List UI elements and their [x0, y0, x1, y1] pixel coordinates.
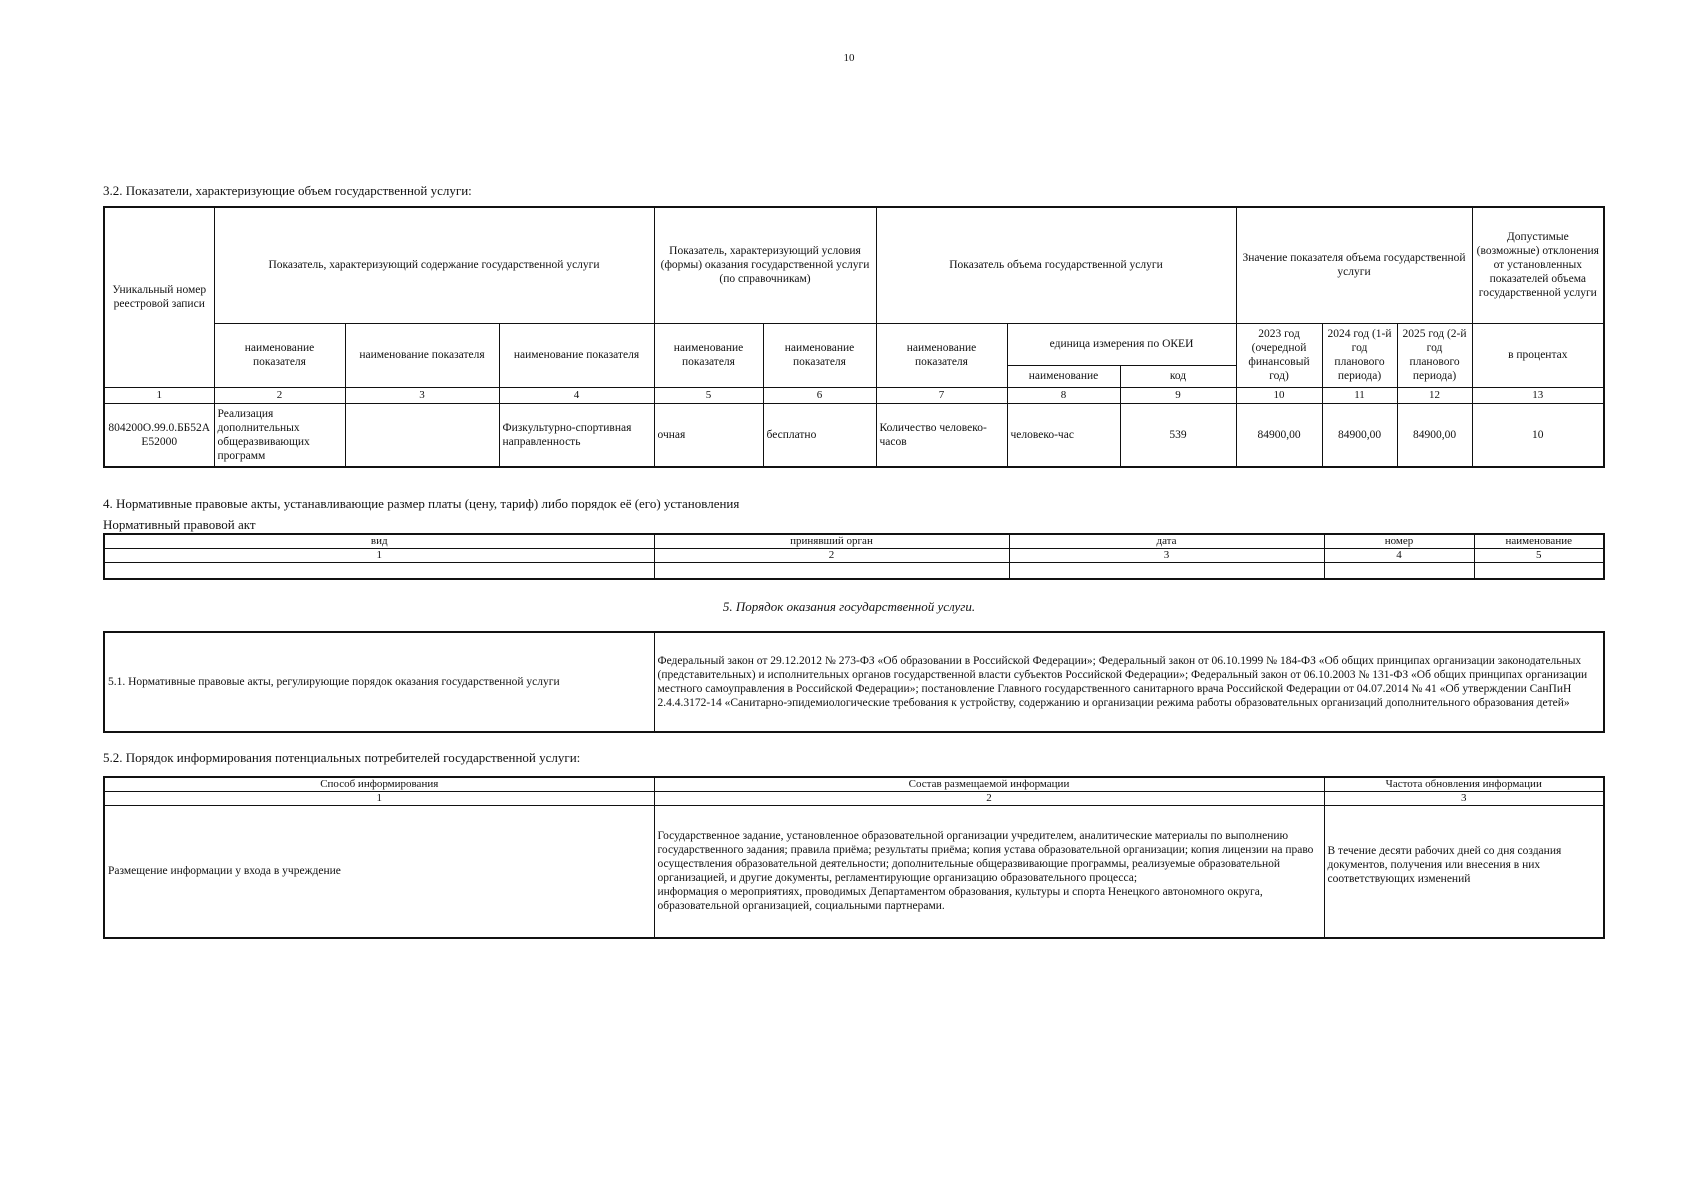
column-number: 3 — [1324, 792, 1604, 806]
content-indicator-value — [345, 403, 499, 467]
unit-code: 539 — [1120, 403, 1236, 467]
table-row — [104, 403, 1604, 467]
value-2025: 84900,00 — [1397, 403, 1472, 467]
subheader-name: наименование показателя — [499, 323, 654, 387]
section-3-2-heading: 3.2. Показатели, характеризующие объем государственной услуги: — [103, 183, 472, 198]
section-5-1-text: Федеральный закон от 29.12.2012 № 273-ФЗ «Об образовании в Российской Федерации»; Федеральный закон от 06.10.1999 № 184-ФЗ «Об общих принципах организации законодательных (представительных) и исполнительных органов государственной власти субъектов Российской Федерации»; Федеральный закон от 06.10.2003 № 131-ФЗ «Об общих принципах организации местного самоуправления в Российской Федерации»; постановление Главного государственного санитарного врача Российской Федерации от 04.07.2014 № 41 «Об утверждении СанПиН 2.4.4.3172-14 «Санитарно-эпидемиологические требования к устройству, содержанию и организации режима работы образовательных организаций дополнительного образования детей» — [654, 632, 1604, 732]
header-issuing-body: принявший орган — [654, 534, 1009, 549]
section-5-1-label: 5.1. Нормативные правовые акты, регулирующие порядок оказания государственной услуги — [104, 632, 654, 732]
header-volume-value: Значение показателя объема государственной услуги — [1236, 207, 1472, 323]
content-indicator-value: Реализация дополнительных общеразвивающих программ — [214, 403, 345, 467]
page-number: 10 — [843, 52, 855, 64]
content-indicator-value: Физкультурно-спортивная направленность — [499, 403, 654, 467]
column-number: 2 — [214, 387, 345, 403]
header-number: номер — [1324, 534, 1474, 549]
subheader-unit-name: наименование — [1007, 365, 1120, 387]
value-2023: 84900,00 — [1236, 403, 1322, 467]
header-content: Состав размещаемой информации — [654, 777, 1324, 792]
subheader-name: наименование показателя — [763, 323, 876, 387]
column-number: 4 — [499, 387, 654, 403]
header-frequency: Частота обновления информации — [1324, 777, 1604, 792]
section-5-2-heading: 5.2. Порядок информирования потенциальных потребителей государственной услуги: — [103, 750, 581, 765]
informing-content — [654, 806, 1324, 938]
column-number: 4 — [1324, 549, 1474, 563]
column-number: 13 — [1472, 387, 1604, 403]
header-deviation: Допустимые (возможные) отклонения от установленных показателей объема государственной услуги — [1472, 207, 1604, 323]
value-2024: 84900,00 — [1322, 403, 1397, 467]
column-number: 6 — [763, 387, 876, 403]
header-method: Способ информирования — [104, 777, 654, 792]
column-number: 12 — [1397, 387, 1472, 403]
table-row — [104, 563, 1604, 579]
column-number: 7 — [876, 387, 1007, 403]
header-unique-number: Уникальный номер реестровой записи — [104, 207, 214, 387]
informing-table — [103, 776, 1603, 939]
header-type: вид — [104, 534, 654, 549]
column-number: 2 — [654, 549, 1009, 563]
unit-name: человеко-час — [1007, 403, 1120, 467]
column-number: 2 — [654, 792, 1324, 806]
subheader-year-2025: 2025 год (2-й год планового периода) — [1397, 323, 1472, 387]
regulatory-acts-table — [103, 631, 1603, 733]
column-number: 9 — [1120, 387, 1236, 403]
section-4-subheading: Нормативный правовой акт — [103, 517, 256, 532]
column-number: 1 — [104, 387, 214, 403]
column-number: 5 — [654, 387, 763, 403]
subheader-name: наименование показателя — [876, 323, 1007, 387]
subheader-percent: в процентах — [1472, 323, 1604, 387]
condition-form: очная — [654, 403, 763, 467]
informing-content-part-1: Государственное задание, установленное образовательной организации учредителем, аналитические материалы по выполнению государственного задания; правила приёма; результаты приёма; копия устава образовательной организации; копия лицензии на право осуществления образовательной деятельности; дополнительные общеразвивающие программы, реализуемые образовательной организацией, и другие документы, регламентирующие организацию образовательного процесса; — [657, 830, 1314, 885]
column-number: 10 — [1236, 387, 1322, 403]
column-number: 3 — [1009, 549, 1324, 563]
column-number: 8 — [1007, 387, 1120, 403]
condition-payment: бесплатно — [763, 403, 876, 467]
column-number: 11 — [1322, 387, 1397, 403]
informing-method: Размещение информации у входа в учреждение — [104, 806, 654, 938]
deviation-percent: 10 — [1472, 403, 1604, 467]
subheader-unit-code: код — [1120, 365, 1236, 387]
header-name: наименование — [1474, 534, 1604, 549]
header-content-indicator: Показатель, характеризующий содержание государственной услуги — [214, 207, 654, 323]
subheader-name: наименование показателя — [345, 323, 499, 387]
informing-content-part-2: информация о мероприятиях, проводимых Департаментом образования, культуры и спорта Ненецкого автономного округа, образовательной организацией, социальными партнерами. — [657, 886, 1263, 913]
column-number: 5 — [1474, 549, 1604, 563]
column-number: 3 — [345, 387, 499, 403]
informing-frequency: В течение десяти рабочих дней со дня создания документов, получения или внесения в них соответствующих изменений — [1324, 806, 1604, 938]
subheader-year-2023: 2023 год (очередной финансовый год) — [1236, 323, 1322, 387]
subheader-name: наименование показателя — [654, 323, 763, 387]
header-volume-indicator: Показатель объема государственной услуги — [876, 207, 1236, 323]
registry-code: 804200О.99.0.ББ52АЕ52000 — [104, 403, 214, 467]
column-number: 1 — [104, 549, 654, 563]
section-5-heading: 5. Порядок оказания государственной услуги. — [722, 599, 976, 614]
header-date: дата — [1009, 534, 1324, 549]
header-conditions-indicator: Показатель, характеризующий условия (формы) оказания государственной услуги (по справочникам) — [654, 207, 876, 323]
column-number: 1 — [104, 792, 654, 806]
table-row — [104, 806, 1604, 938]
volume-indicators-table — [103, 206, 1603, 468]
section-4-heading: 4. Нормативные правовые акты, устанавливающие размер платы (цену, тариф) либо порядок её (его) установления — [103, 496, 740, 511]
volume-indicator-name: Количество человеко-часов — [876, 403, 1007, 467]
subheader-year-2024: 2024 год (1-й год планового периода) — [1322, 323, 1397, 387]
payment-acts-table — [103, 533, 1603, 580]
subheader-unit: единица измерения по ОКЕИ — [1007, 323, 1236, 365]
subheader-name: наименование показателя — [214, 323, 345, 387]
